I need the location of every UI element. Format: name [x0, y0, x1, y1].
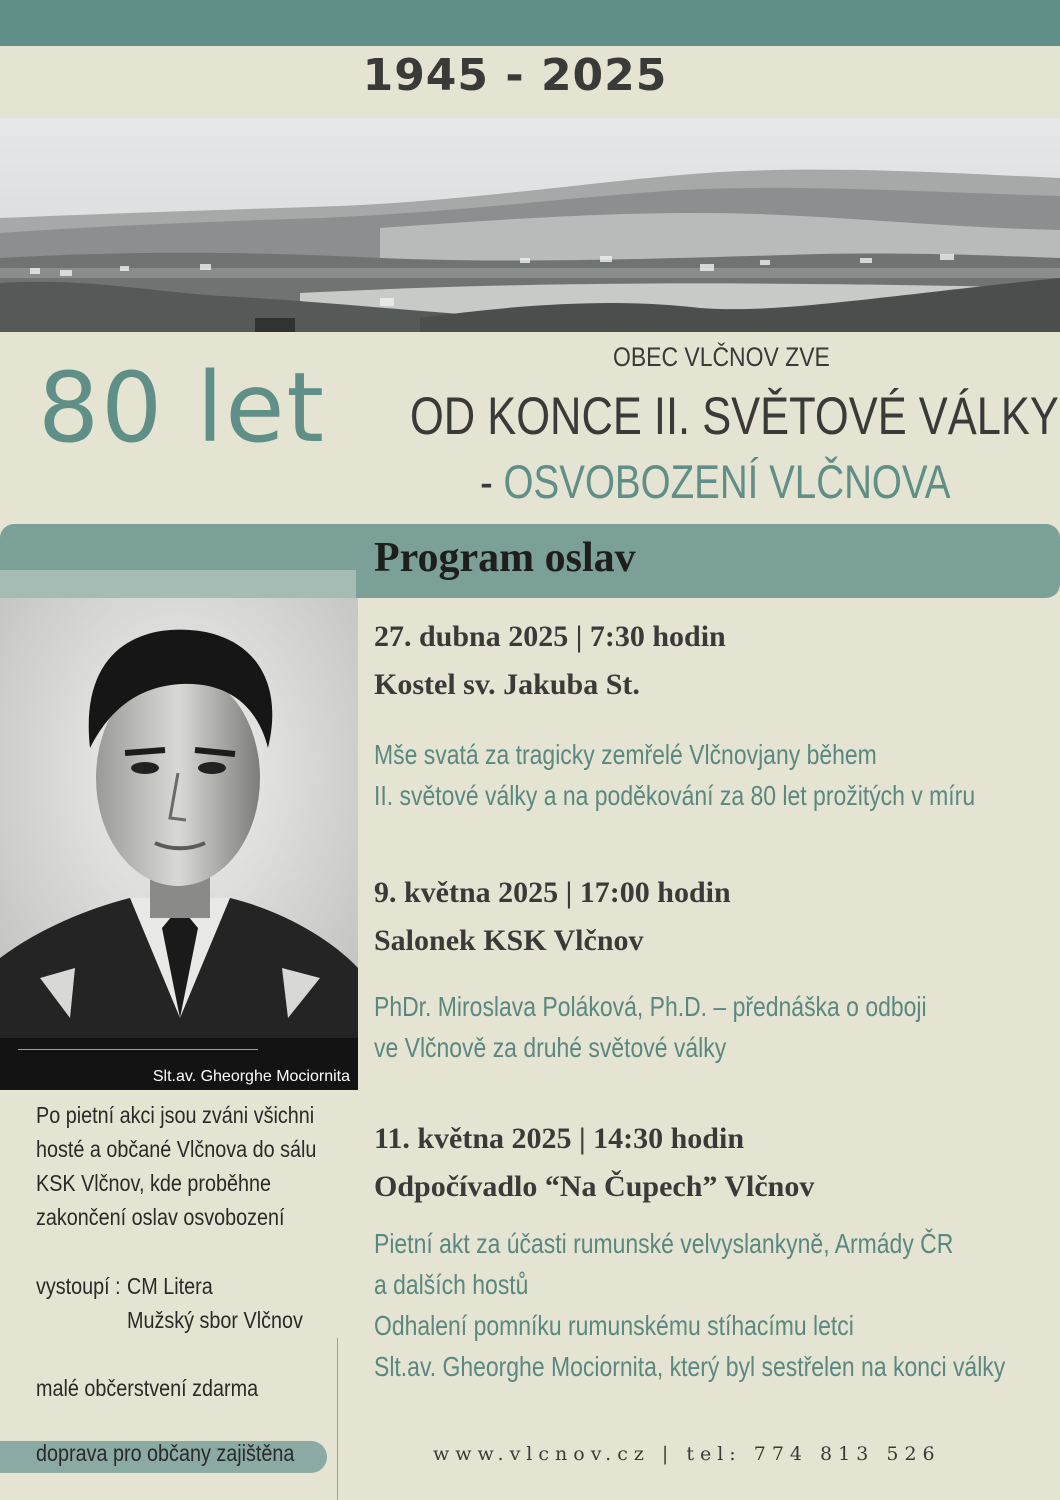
event-3-desc-line: a dalších hostů [374, 1269, 529, 1300]
photo-caption: Slt.av. Gheorghe Mociornita [152, 1068, 350, 1085]
eighty-years-heading: 80 let [38, 352, 327, 464]
transport-note: doprava pro občany zajištěna [36, 1440, 295, 1466]
municipality-invites: OBEC VLČNOV ZVE [613, 342, 830, 372]
event-1-date: 27. dubna 2025 | 7:30 hodin [374, 620, 726, 653]
performers-list [127, 1269, 303, 1337]
program-band-fade [0, 570, 356, 598]
event-3-desc-line: Odhalení pomníku rumunskému stíhacímu letci [374, 1310, 854, 1341]
village-panorama-image [0, 118, 1060, 332]
performer-item: CM Litera [127, 1273, 213, 1299]
event-2-description [374, 986, 927, 1068]
performers-label: vystoupí : [36, 1273, 121, 1299]
pilot-portrait-image [0, 598, 358, 1090]
anniversary-years: 1945 - 2025 [362, 50, 668, 101]
event-3-date: 11. května 2025 | 14:30 hodin [374, 1122, 745, 1155]
refreshments-note: malé občerstvení zdarma [36, 1375, 259, 1401]
sidebar-intro-line: zakončení oslav osvobození [36, 1204, 285, 1230]
top-color-band [0, 0, 1060, 46]
event-1-desc-line: Mše svatá za tragicky zemřelé Vlčnovjany během [374, 739, 877, 770]
event-1-description [374, 734, 975, 816]
event-1-desc-line: II. světové války a na poděkování za 80 let prožitých v míru [374, 780, 976, 811]
event-3-desc-line: Slt.av. Gheorghe Mociornita, který byl sestřelen na konci války [374, 1351, 1006, 1382]
caption-divider [18, 1049, 258, 1050]
program-heading: Program oslav [374, 535, 636, 581]
sidebar-intro [36, 1098, 316, 1234]
event-1-venue: Kostel sv. Jakuba St. [374, 668, 640, 701]
performer-item: Mužský sbor Vlčnov [127, 1307, 303, 1333]
sidebar-intro-line: hosté a občané Vlčnova do sálu [36, 1136, 317, 1162]
event-2-date: 9. května 2025 | 17:00 hodin [374, 876, 731, 909]
event-3-desc-line: Pietní akt za účasti rumunské velvyslankyně, Armády ČR [374, 1228, 954, 1259]
event-2-desc-line: ve Vlčnově za druhé světové války [374, 1032, 727, 1063]
title-liberation-text: OSVOBOZENÍ VLČNOVA [503, 455, 951, 508]
event-2-venue: Salonek KSK Vlčnov [374, 924, 644, 957]
sidebar-divider [337, 1338, 338, 1500]
event-2-desc-line: PhDr. Miroslava Poláková, Ph.D. – přednáška o odboji [374, 991, 927, 1022]
event-3-venue: Odpočívadlo “Na Čupech” Vlčnov [374, 1170, 815, 1203]
sidebar-intro-line: KSK Vlčnov, kde proběhne [36, 1170, 271, 1196]
title-end-of-war: OD KONCE II. SVĚTOVÉ VÁLKY [410, 387, 1059, 446]
sidebar-intro-line: Po pietní akci jsou zváni všichni [36, 1102, 315, 1128]
title-dash: - [480, 455, 504, 508]
title-liberation [480, 454, 950, 509]
event-3-description [374, 1223, 1005, 1387]
footer-contact: www.vlcnov.cz | tel: 774 813 526 [433, 1443, 941, 1465]
